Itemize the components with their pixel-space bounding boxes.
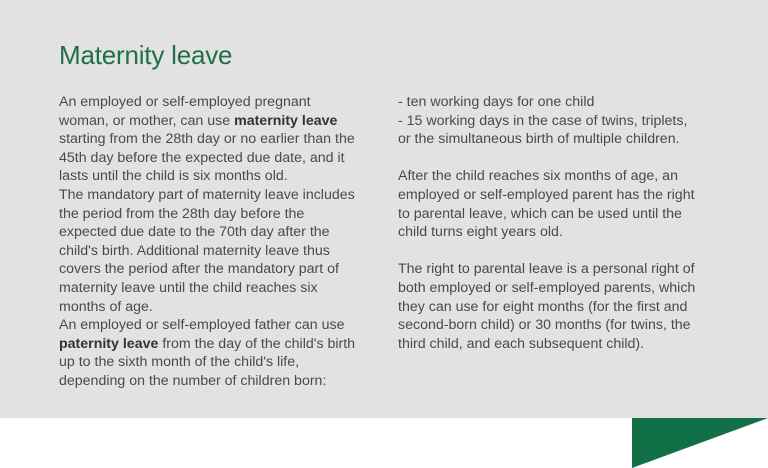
maternity-text-start: An employed or self-employed pregnant woman, or mother, can use (59, 94, 311, 129)
green-corner-shape (632, 418, 768, 468)
paternity-text-end: from the day of the child's birth up to the sixth month of the child's life, depending on the number of children born: (59, 335, 356, 389)
paternity-text-start: An employed or self-employed father can use (59, 317, 345, 334)
left-column (59, 93, 364, 391)
personal-right-paragraph: The right to parental leave is a personal right of both employed or self-employed parents, which they can use for eight months (for the first and second-born child) or 30 months (for twins, the third child, and each subsequent child). (398, 261, 696, 352)
maternity-leave-term: maternity leave (234, 112, 338, 129)
right-column (398, 93, 703, 353)
list-item-one-child: - ten working days for one child (398, 94, 595, 110)
spacer (398, 149, 703, 168)
spacer (398, 242, 703, 261)
paternity-leave-term: paternity leave (59, 335, 159, 352)
maternity-paragraph (59, 93, 364, 186)
list-item-multiple-children: - 15 working days in the case of twins, triplets, or the simultaneous birth of multiple children. (398, 112, 688, 148)
maternity-text-end: starting from the 28th day or no earlier than the 45th day before the expected due date, and it lasts until the child is six months old. (59, 131, 355, 185)
paternity-paragraph (59, 316, 364, 390)
mandatory-part-paragraph: The mandatory part of maternity leave includes the period from the 28th day before the expected due date to the 70th day after the child's birth. Additional maternity leave thus covers the period after the mandatory part of maternity leave until the child reaches six months of age. (59, 186, 355, 315)
parental-leave-paragraph: After the child reaches six months of age, an employed or self-employed parent has the right to parental leave, which can be used until the child turns eight years old. (398, 168, 695, 241)
corner-triangle (632, 418, 768, 468)
page-title: Maternity leave (59, 40, 233, 70)
